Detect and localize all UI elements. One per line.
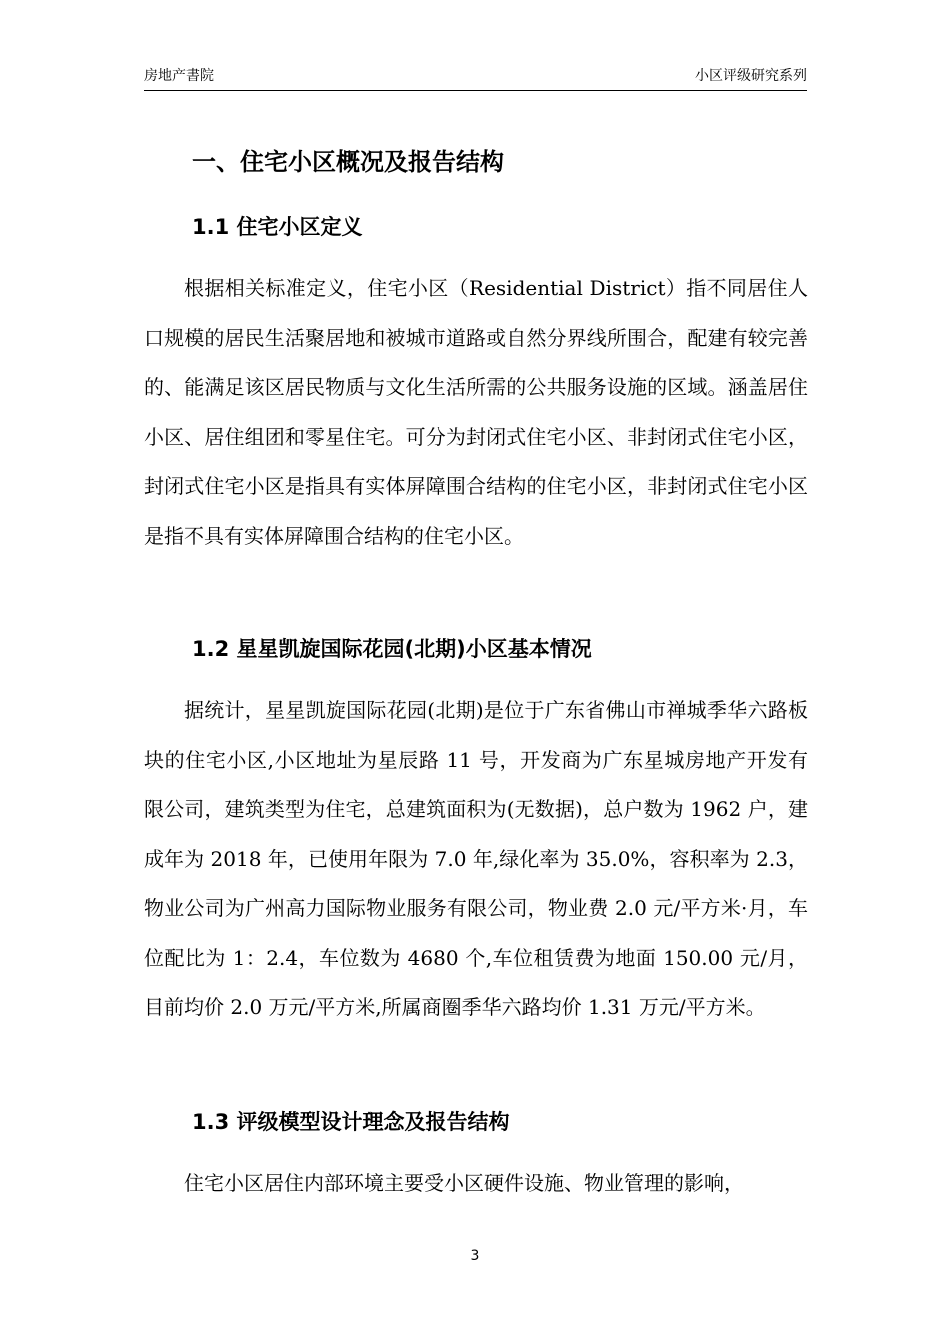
heading-1-2: 1.2 星星凯旋国际花园(北期)小区基本情况 (192, 637, 592, 661)
page-header (144, 66, 807, 91)
paragraph-definition: 根据相关标准定义，住宅小区（Residential District）指不同居住人口规模的居民生活聚居地和被城市道路或自然分界线所围合，配建有较完善的、能满足该区居民物质与文化生活所需的公共服务设施的区域。涵盖居住小区、居住组团和零星住宅。可分为封闭式住宅小区、非封闭式住宅小区，封闭式住宅小区是指具有实体屏障围合结构的住宅小区，非封闭式住宅小区是指不具有实体屏障围合结构的住宅小区。 (144, 276, 808, 548)
page-number: 3 (470, 1248, 480, 1264)
section-title: 一、住宅小区概况及报告结构 (192, 148, 504, 176)
header-series: 小区评级研究系列 (695, 68, 807, 84)
heading-1-1: 1.1 住宅小区定义 (192, 215, 363, 239)
header-publisher: 房地产書院 (144, 68, 214, 84)
paragraph-model-design: 住宅小区居住内部环境主要受小区硬件设施、物业管理的影响， (184, 1171, 744, 1195)
paragraph-basic-info: 据统计，星星凯旋国际花园(北期)是位于广东省佛山市禅城季华六路板块的住宅小区,小区地址为星辰路 11 号，开发商为广东星城房地产开发有限公司，建筑类型为住宅，总建筑面积为(无数据)，总户数为 1962 户，建成年为 2018 年，已使用年限为 7.0 年,绿化率为 35.0%，容积率为 2.3，物业公司为广州高力国际物业服务有限公司，物业费 2.0 元/平方米·月，车位配比为 1：2.4，车位数为 4680 个,车位租赁费为地面 150.00 元/月，目前均价 2.0 万元/平方米,所属商圈季华六路均价 1.31 万元/平方米。 (144, 698, 808, 1019)
heading-1-3: 1.3 评级模型设计理念及报告结构 (192, 1110, 510, 1134)
